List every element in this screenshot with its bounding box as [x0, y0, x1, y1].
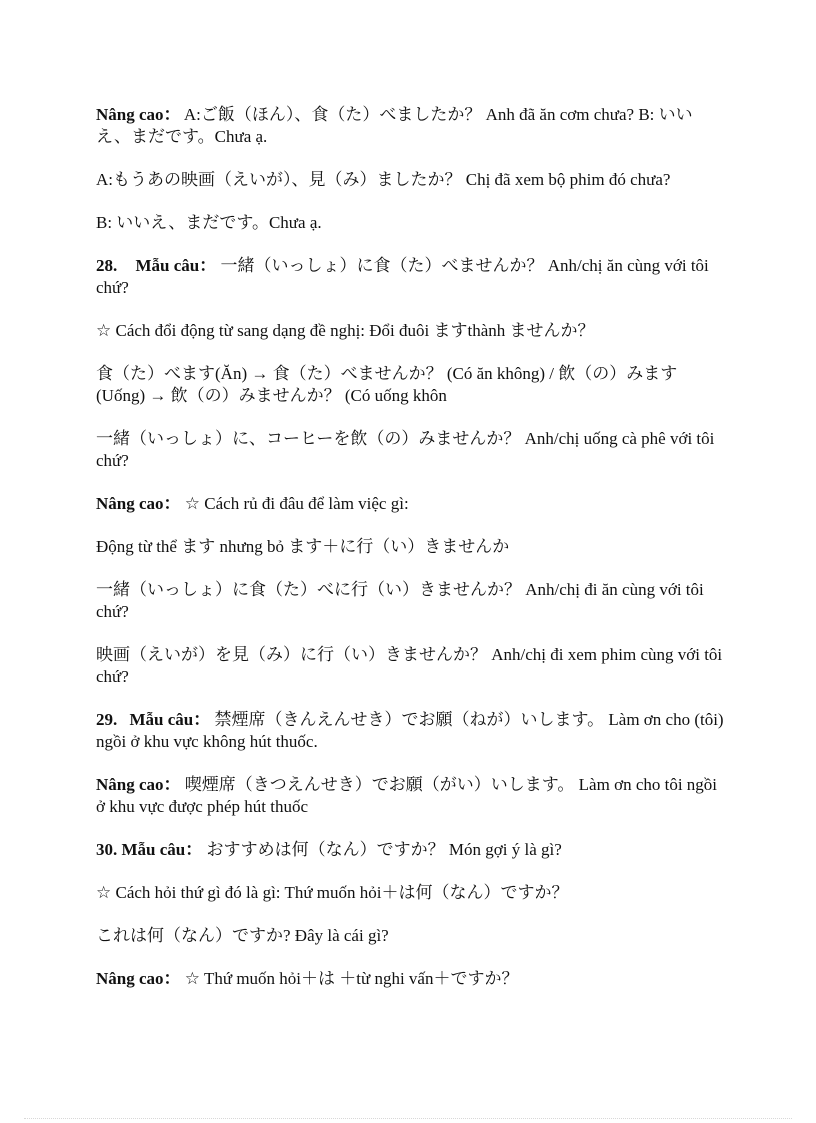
pattern-label: Mẫu câu：	[129, 710, 211, 729]
paragraph-text: ☆ Thứ muốn hỏi＋は ＋từ nghi vấn＋ですか？	[184, 969, 519, 988]
paragraph-text: 食（た）べます(Ăn) → 食（た）べませんか？ (Có ăn không) / 飲（の）みます(Uống) → 飲（の）みませんか？ (Có uống khôn	[96, 364, 678, 405]
paragraph	[96, 104, 726, 148]
section-number: 30.	[96, 840, 118, 859]
advanced-label: Nâng cao：	[96, 494, 181, 513]
advanced-label: Nâng cao：	[96, 775, 181, 794]
paragraph-text: A:もうあの映画（えいが）、見（み）ましたか？ Chị đã xem bộ phim đó chưa?	[96, 170, 671, 189]
pattern-label: Mẫu câu：	[135, 256, 217, 275]
paragraph-text: ☆ Cách hỏi thứ gì đó là gì: Thứ muốn hỏi＋は何（なん）ですか？	[96, 883, 569, 902]
pattern-label: Mẫu câu：	[121, 840, 203, 859]
paragraph	[96, 536, 726, 558]
paragraph	[96, 169, 726, 191]
section-number: 28.	[96, 256, 118, 275]
section-number: 29.	[96, 710, 118, 729]
section-28-heading	[96, 255, 726, 299]
page-bottom-divider	[24, 1118, 792, 1119]
paragraph-text: 一緒（いっしょ）に食（た）べに行（い）きませんか？ Anh/chị đi ăn cùng với tôi chứ?	[96, 580, 704, 621]
paragraph	[96, 644, 726, 688]
paragraph-text: 映画（えいが）を見（み）に行（い）きませんか？ Anh/chị đi xem phim cùng với tôi chứ?	[96, 645, 723, 686]
paragraph-text: ☆ Cách rủ đi đâu để làm việc gì:	[184, 494, 409, 513]
section-30-heading	[96, 839, 726, 861]
paragraph-text: 一緒（いっしょ）に食（た）べませんか？ Anh/chị ăn cùng với tôi chứ?	[96, 256, 709, 297]
paragraph	[96, 428, 726, 472]
paragraph-text: ☆ Cách đổi động từ sang dạng đề nghị: Đổi đuôi ますthành ませんか？	[96, 321, 595, 340]
paragraph	[96, 774, 726, 818]
paragraph-text: 喫煙席（きつえんせき）でお願（がい）いします。 Làm ơn cho tôi ngồi ở khu vực được phép hút thuốc	[96, 775, 718, 816]
paragraph	[96, 925, 726, 947]
document-page	[96, 104, 726, 1011]
paragraph-text: A:ご飯（ほん）、食（た）べましたか？ Anh đã ăn cơm chưa? B: いいえ、まだです。Chưa ạ.	[96, 105, 693, 146]
paragraph	[96, 320, 726, 342]
section-29-heading	[96, 709, 726, 753]
paragraph-text: おすすめは何（なん）ですか？ Món gợi ý là gì?	[206, 840, 562, 859]
paragraph	[96, 493, 726, 515]
advanced-label: Nâng cao：	[96, 969, 181, 988]
paragraph	[96, 882, 726, 904]
advanced-label: Nâng cao：	[96, 105, 181, 124]
paragraph	[96, 968, 726, 990]
paragraph	[96, 212, 726, 234]
paragraph-text: これは何（なん）ですか? Đây là cái gì?	[96, 926, 389, 945]
paragraph	[96, 363, 726, 407]
paragraph-text: B: いいえ、まだです。Chưa ạ.	[96, 213, 322, 232]
paragraph-text: 一緒（いっしょ）に、コーヒーを飲（の）みませんか？ Anh/chị uống cà phê với tôi chứ?	[96, 429, 715, 470]
paragraph	[96, 579, 726, 623]
paragraph-text: 禁煙席（きんえんせき）でお願（ねが）いします。 Làm ơn cho (tôi) ngồi ở khu vực không hút thuốc.	[96, 710, 724, 751]
paragraph-text: Động từ thể ます nhưng bỏ ます＋に行（い）きませんか	[96, 537, 510, 556]
